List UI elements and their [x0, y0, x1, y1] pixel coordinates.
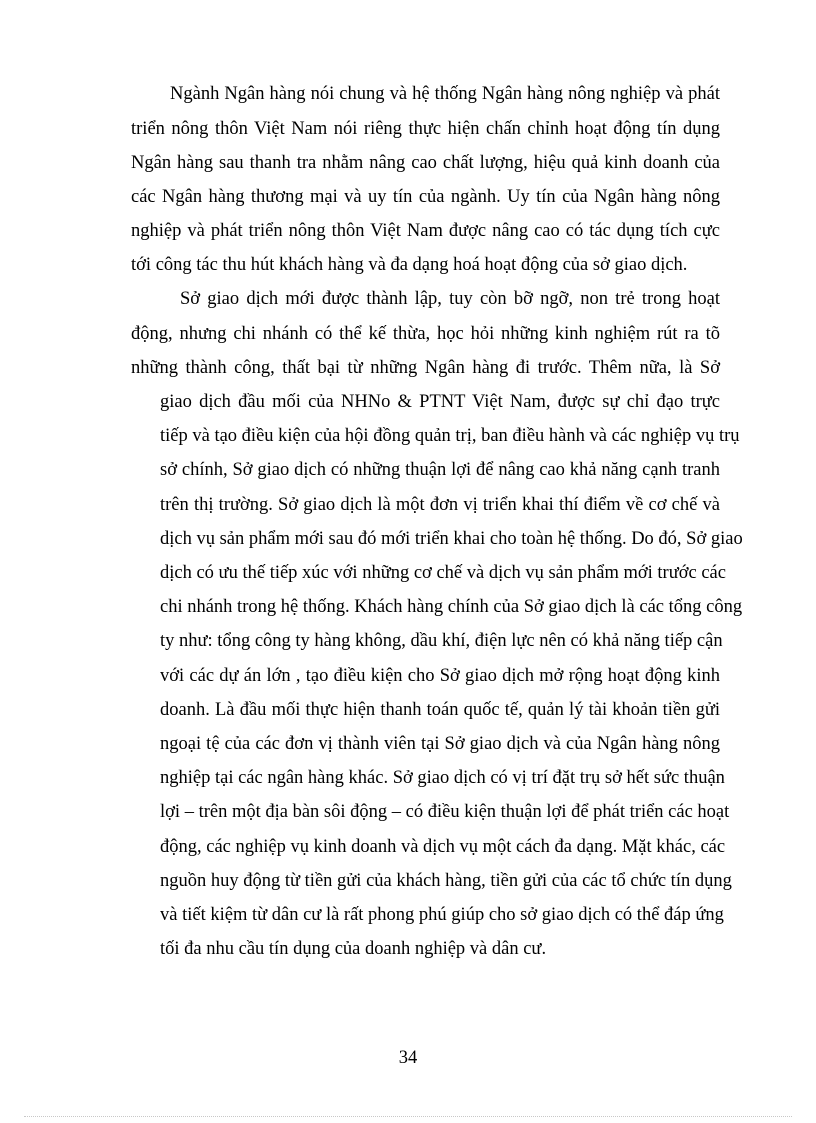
paragraph-2-line-9: dịch có ưu thế tiếp xúc với những cơ chế và dịch vụ sản phẩm mới trước các — [160, 563, 726, 583]
paragraph-1-line-2: triển nông thôn Việt Nam nói riêng thực hiện chấn chỉnh hoạt động tín dụng — [131, 119, 720, 139]
paragraph-2-line-6: sở chính, Sở giao dịch có những thuận lợi để nâng cao khả năng cạnh tranh — [160, 460, 720, 480]
paragraph-2-line-20: tối đa nhu cầu tín dụng của doanh nghiệp và dân cư. — [160, 939, 547, 959]
paragraph-1-line-3: Ngân hàng sau thanh tra nhằm nâng cao chất lượng, hiệu quả kinh doanh của — [131, 153, 720, 173]
paragraph-2-line-3: những thành công, thất bại từ những Ngân hàng đi trước. Thêm nữa, là Sở — [131, 358, 720, 378]
paragraph-2-line-10: chi nhánh trong hệ thống. Khách hàng chính của Sở giao dịch là các tổng công — [160, 597, 743, 617]
paragraph-2-line-15: nghiệp tại các ngân hàng khác. Sở giao dịch có vị trí đặt trụ sở hết sức thuận — [160, 768, 725, 788]
paragraph-2-line-18: nguồn huy động từ tiền gửi của khách hàng, tiền gửi của các tổ chức tín dụng — [160, 871, 732, 891]
paragraph-2-line-1: Sở giao dịch mới được thành lập, tuy còn bỡ ngỡ, non trẻ trong hoạt — [180, 289, 720, 309]
paragraph-2-line-16: lợi – trên một địa bàn sôi động – có điều kiện thuận lợi để phát triển các hoạt — [160, 802, 730, 822]
paragraph-2-line-19: và tiết kiệm từ dân cư là rất phong phú giúp cho sở giao dịch có thể đáp ứng — [160, 905, 724, 925]
paragraph-1-line-6: tới công tác thu hút khách hàng và đa dạng hoá hoạt động của sở giao dịch. — [131, 255, 688, 275]
paragraph-2-line-13: doanh. Là đầu mối thực hiện thanh toán quốc tế, quản lý tài khoản tiền gửi — [160, 700, 720, 720]
paragraph-2-line-11: ty như: tổng công ty hàng không, dầu khí, điện lực nên có khả năng tiếp cận — [160, 631, 723, 651]
paragraph-2-line-2: động, nhưng chi nhánh có thể kế thừa, học hỏi những kinh nghiệm rút ra tõ — [131, 324, 720, 344]
paragraph-1-line-1: Ngành Ngân hàng nói chung và hệ thống Ngân hàng nông nghiệp và phát — [170, 84, 720, 104]
paragraph-1-line-5: nghiệp và phát triển nông thôn Việt Nam được nâng cao có tác dụng tích cực — [131, 221, 720, 241]
page-bottom-divider — [24, 1116, 792, 1117]
paragraph-2-line-7: trên thị trường. Sở giao dịch là một đơn vị triển khai thí điểm về cơ chế và — [160, 495, 720, 515]
paragraph-2-line-4: giao dịch đầu mối của NHNo & PTNT Việt Nam, được sự chỉ đạo trực — [160, 392, 720, 412]
paragraph-2-line-8: dịch vụ sản phẩm mới sau đó mới triển khai cho toàn hệ thống. Do đó, Sở giao — [160, 529, 743, 549]
paragraph-2-line-17: động, các nghiệp vụ kinh doanh và dịch vụ một cách đa dạng. Mặt khác, các — [160, 837, 726, 857]
paragraph-1-line-4: các Ngân hàng thương mại và uy tín của ngành. Uy tín của Ngân hàng nông — [131, 187, 720, 207]
page-number: 34 — [398, 1048, 418, 1068]
paragraph-2-line-5: tiếp và tạo điều kiện của hội đồng quản trị, ban điều hành và các nghiệp vụ trụ — [160, 426, 740, 446]
paragraph-2-line-14: ngoại tệ của các đơn vị thành viên tại Sở giao dịch và của Ngân hàng nông — [160, 734, 720, 754]
paragraph-2-line-12: với các dự án lớn , tạo điều kiện cho Sở giao dịch mở rộng hoạt động kinh — [160, 666, 720, 686]
